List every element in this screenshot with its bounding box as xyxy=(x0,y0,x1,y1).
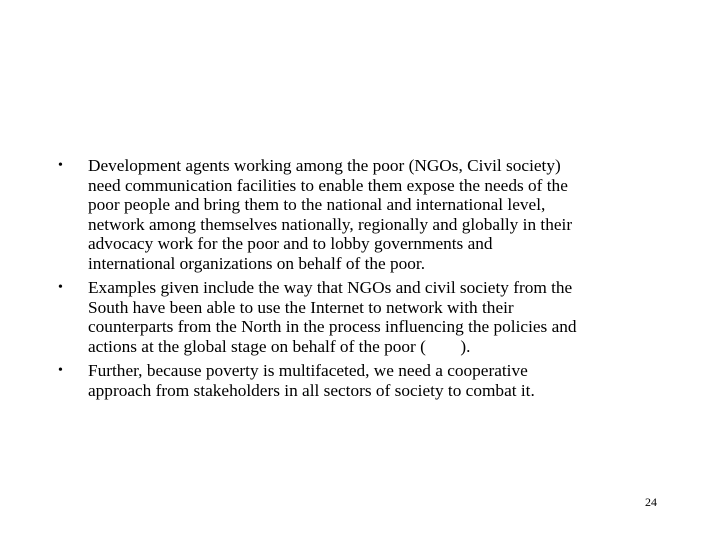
bullet-line: poor people and bring them to the national and international level, xyxy=(88,195,546,214)
bullet-item xyxy=(58,278,698,356)
bullet-line: South have been able to use the Internet to network with their xyxy=(88,297,514,317)
bullet-line: Further, because poverty is multifaceted, we need a cooperative xyxy=(88,361,528,380)
bullet-line: Examples given include the way that NGOs and civil society from the xyxy=(88,278,573,297)
bullet-line: international organizations on behalf of the poor. xyxy=(88,253,426,273)
bullet-line: approach from stakeholders in all sectors of society to combat it. xyxy=(88,380,535,400)
bullet-item xyxy=(58,156,698,273)
bullet-line: need communication facilities to enable them expose the needs of the xyxy=(88,175,568,195)
slide-body xyxy=(58,156,698,405)
bullet-icon: • xyxy=(58,280,63,295)
bullet-item xyxy=(58,361,698,400)
bullet-line: Development agents working among the poor (NGOs, Civil society) xyxy=(88,156,561,175)
bullet-line: actions at the global stage on behalf of the poor ( ). xyxy=(88,336,471,356)
bullet-line: counterparts from the North in the process influencing the policies and xyxy=(88,317,577,336)
bullet-line: network among themselves nationally, regionally and globally in their xyxy=(88,214,573,234)
page-number: 24 xyxy=(645,495,657,509)
bullet-icon: • xyxy=(58,158,63,173)
bullet-icon: • xyxy=(58,363,63,378)
bullet-line: advocacy work for the poor and to lobby governments and xyxy=(88,234,493,253)
